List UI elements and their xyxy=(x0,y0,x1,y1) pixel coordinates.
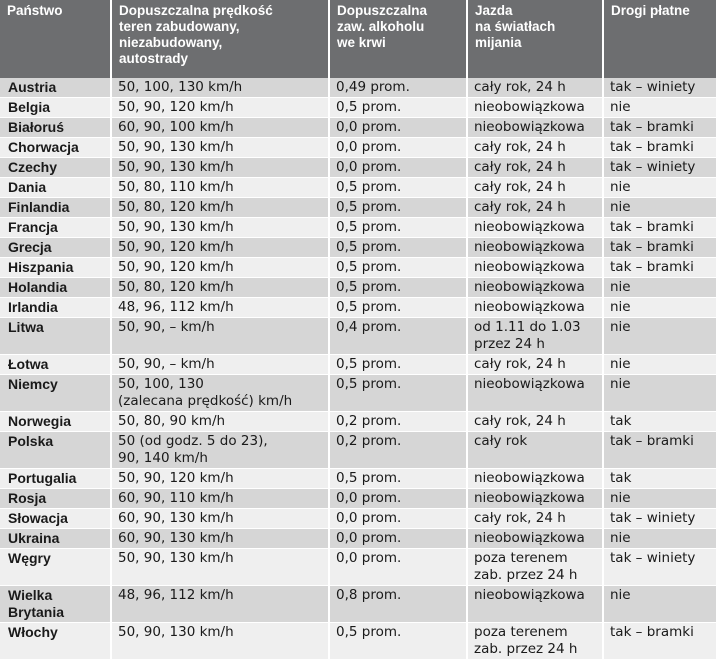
headlights-cell: nieobowiązkowa xyxy=(467,98,603,118)
country-cell: Węgry xyxy=(0,549,111,586)
toll-roads-cell: tak – bramki xyxy=(603,138,716,158)
toll-roads-cell: tak – bramki xyxy=(603,258,716,278)
table-row xyxy=(0,375,716,412)
country-cell: Ukraina xyxy=(0,529,111,549)
speed-limit-cell: 60, 90, 130 km/h xyxy=(111,509,329,529)
toll-roads-cell: tak – winiety xyxy=(603,158,716,178)
table-row xyxy=(0,318,716,355)
alcohol-limit-cell: 0,0 prom. xyxy=(329,549,467,586)
table-row xyxy=(0,258,716,278)
table-row xyxy=(0,529,716,549)
alcohol-limit-cell: 0,5 prom. xyxy=(329,98,467,118)
alcohol-limit-cell: 0,0 prom. xyxy=(329,118,467,138)
table-row xyxy=(0,509,716,529)
alcohol-limit-cell: 0,5 prom. xyxy=(329,298,467,318)
toll-roads-cell: tak xyxy=(603,412,716,432)
header-alcohol-limit: Dopuszczalna zaw. alkoholu we krwi xyxy=(329,0,467,78)
country-cell: Norwegia xyxy=(0,412,111,432)
toll-roads-cell: nie xyxy=(603,318,716,355)
headlights-cell: cały rok, 24 h xyxy=(467,412,603,432)
alcohol-limit-cell: 0,0 prom. xyxy=(329,138,467,158)
country-cell: Czechy xyxy=(0,158,111,178)
table-row xyxy=(0,138,716,158)
speed-limit-cell: 60, 90, 100 km/h xyxy=(111,118,329,138)
country-cell: Rosja xyxy=(0,489,111,509)
speed-limit-cell: 50, 100, 130 (zalecana prędkość) km/h xyxy=(111,375,329,412)
alcohol-limit-cell: 0,0 prom. xyxy=(329,509,467,529)
headlights-cell: cały rok, 24 h xyxy=(467,138,603,158)
speed-limit-cell: 50, 90, 130 km/h xyxy=(111,549,329,586)
speed-limit-cell: 50, 90, 120 km/h xyxy=(111,258,329,278)
country-cell: Białoruś xyxy=(0,118,111,138)
table-row xyxy=(0,298,716,318)
speed-limit-cell: 50 (od godz. 5 do 23), 90, 140 km/h xyxy=(111,432,329,469)
headlights-cell: cały rok, 24 h xyxy=(467,198,603,218)
toll-roads-cell: nie xyxy=(603,375,716,412)
speed-limit-cell: 50, 100, 130 km/h xyxy=(111,78,329,98)
country-cell: Chorwacja xyxy=(0,138,111,158)
alcohol-limit-cell: 0,5 prom. xyxy=(329,623,467,660)
header-country: Państwo xyxy=(0,0,111,78)
table-row xyxy=(0,218,716,238)
toll-roads-cell: nie xyxy=(603,178,716,198)
toll-roads-cell: nie xyxy=(603,586,716,623)
table-row xyxy=(0,198,716,218)
speed-limit-cell: 50, 90, – km/h xyxy=(111,355,329,375)
country-cell: Słowacja xyxy=(0,509,111,529)
toll-roads-cell: tak – winiety xyxy=(603,509,716,529)
toll-roads-cell: nie xyxy=(603,298,716,318)
speed-limit-cell: 50, 80, 120 km/h xyxy=(111,198,329,218)
header-speed-limit: Dopuszczalna prędkość teren zabudowany, niezabudowany, autostrady xyxy=(111,0,329,78)
speed-limit-cell: 50, 90, – km/h xyxy=(111,318,329,355)
speed-limit-cell: 50, 90, 120 km/h xyxy=(111,98,329,118)
headlights-cell: poza terenem zab. przez 24 h xyxy=(467,549,603,586)
toll-roads-cell: nie xyxy=(603,355,716,375)
toll-roads-cell: nie xyxy=(603,529,716,549)
headlights-cell: cały rok xyxy=(467,432,603,469)
speed-limit-cell: 50, 80, 90 km/h xyxy=(111,412,329,432)
headlights-cell: poza terenem zab. przez 24 h xyxy=(467,623,603,660)
toll-roads-cell: nie xyxy=(603,278,716,298)
table-row xyxy=(0,623,716,660)
country-cell: Holandia xyxy=(0,278,111,298)
alcohol-limit-cell: 0,0 prom. xyxy=(329,529,467,549)
table-row xyxy=(0,412,716,432)
headlights-cell: cały rok, 24 h xyxy=(467,178,603,198)
table-row xyxy=(0,355,716,375)
speed-limit-cell: 50, 90, 130 km/h xyxy=(111,138,329,158)
toll-roads-cell: tak xyxy=(603,469,716,489)
alcohol-limit-cell: 0,4 prom. xyxy=(329,318,467,355)
alcohol-limit-cell: 0,8 prom. xyxy=(329,586,467,623)
table-row xyxy=(0,118,716,138)
table-row xyxy=(0,278,716,298)
country-cell: Portugalia xyxy=(0,469,111,489)
country-cell: Dania xyxy=(0,178,111,198)
alcohol-limit-cell: 0,5 prom. xyxy=(329,198,467,218)
headlights-cell: nieobowiązkowa xyxy=(467,258,603,278)
speed-limit-cell: 50, 90, 120 km/h xyxy=(111,238,329,258)
header-row xyxy=(0,0,716,78)
speed-limit-cell: 50, 80, 110 km/h xyxy=(111,178,329,198)
table-row xyxy=(0,158,716,178)
alcohol-limit-cell: 0,5 prom. xyxy=(329,375,467,412)
alcohol-limit-cell: 0,5 prom. xyxy=(329,258,467,278)
country-cell: Łotwa xyxy=(0,355,111,375)
headlights-cell: nieobowiązkowa xyxy=(467,375,603,412)
headlights-cell: nieobowiązkowa xyxy=(467,298,603,318)
toll-roads-cell: tak – bramki xyxy=(603,218,716,238)
headlights-cell: nieobowiązkowa xyxy=(467,278,603,298)
speed-limit-cell: 50, 90, 130 km/h xyxy=(111,218,329,238)
speed-limit-cell: 50, 90, 120 km/h xyxy=(111,469,329,489)
alcohol-limit-cell: 0,0 prom. xyxy=(329,489,467,509)
headlights-cell: cały rok, 24 h xyxy=(467,355,603,375)
alcohol-limit-cell: 0,49 prom. xyxy=(329,78,467,98)
table-row xyxy=(0,549,716,586)
headlights-cell: cały rok, 24 h xyxy=(467,509,603,529)
country-cell: Irlandia xyxy=(0,298,111,318)
alcohol-limit-cell: 0,0 prom. xyxy=(329,158,467,178)
speed-limit-cell: 48, 96, 112 km/h xyxy=(111,586,329,623)
table-row xyxy=(0,432,716,469)
headlights-cell: nieobowiązkowa xyxy=(467,586,603,623)
speed-limit-cell: 50, 90, 130 km/h xyxy=(111,623,329,660)
country-cell: Hiszpania xyxy=(0,258,111,278)
speed-limit-cell: 60, 90, 110 km/h xyxy=(111,489,329,509)
speed-limit-cell: 60, 90, 130 km/h xyxy=(111,529,329,549)
headlights-cell: cały rok, 24 h xyxy=(467,78,603,98)
table-row xyxy=(0,238,716,258)
table-row xyxy=(0,78,716,98)
alcohol-limit-cell: 0,2 prom. xyxy=(329,412,467,432)
country-cell: Niemcy xyxy=(0,375,111,412)
header-toll-roads: Drogi płatne xyxy=(603,0,716,78)
toll-roads-cell: tak – bramki xyxy=(603,118,716,138)
headlights-cell: od 1.11 do 1.03 przez 24 h xyxy=(467,318,603,355)
toll-roads-cell: nie xyxy=(603,198,716,218)
country-cell: Austria xyxy=(0,78,111,98)
table-row xyxy=(0,469,716,489)
toll-roads-cell: nie xyxy=(603,98,716,118)
toll-roads-cell: tak – bramki xyxy=(603,238,716,258)
country-cell: Litwa xyxy=(0,318,111,355)
alcohol-limit-cell: 0,5 prom. xyxy=(329,218,467,238)
header-headlights: Jazda na światłach mijania xyxy=(467,0,603,78)
toll-roads-cell: nie xyxy=(603,489,716,509)
toll-roads-cell: tak – bramki xyxy=(603,623,716,660)
table-row xyxy=(0,178,716,198)
table-row xyxy=(0,586,716,623)
speed-limit-cell: 50, 90, 130 km/h xyxy=(111,158,329,178)
alcohol-limit-cell: 0,5 prom. xyxy=(329,178,467,198)
alcohol-limit-cell: 0,5 prom. xyxy=(329,469,467,489)
headlights-cell: nieobowiązkowa xyxy=(467,489,603,509)
table-row xyxy=(0,98,716,118)
speed-limit-cell: 50, 80, 120 km/h xyxy=(111,278,329,298)
country-cell: Wielka Brytania xyxy=(0,586,111,623)
headlights-cell: nieobowiązkowa xyxy=(467,118,603,138)
table-body xyxy=(0,78,716,660)
country-cell: Finlandia xyxy=(0,198,111,218)
speed-limit-cell: 48, 96, 112 km/h xyxy=(111,298,329,318)
headlights-cell: cały rok, 24 h xyxy=(467,158,603,178)
country-cell: Francja xyxy=(0,218,111,238)
headlights-cell: nieobowiązkowa xyxy=(467,469,603,489)
alcohol-limit-cell: 0,5 prom. xyxy=(329,355,467,375)
headlights-cell: nieobowiązkowa xyxy=(467,238,603,258)
alcohol-limit-cell: 0,5 prom. xyxy=(329,278,467,298)
table-row xyxy=(0,489,716,509)
alcohol-limit-cell: 0,2 prom. xyxy=(329,432,467,469)
country-cell: Włochy xyxy=(0,623,111,660)
country-cell: Polska xyxy=(0,432,111,469)
toll-roads-cell: tak – winiety xyxy=(603,549,716,586)
headlights-cell: nieobowiązkowa xyxy=(467,218,603,238)
toll-roads-cell: tak – bramki xyxy=(603,432,716,469)
country-cell: Belgia xyxy=(0,98,111,118)
toll-roads-cell: tak – winiety xyxy=(603,78,716,98)
alcohol-limit-cell: 0,5 prom. xyxy=(329,238,467,258)
country-cell: Grecja xyxy=(0,238,111,258)
headlights-cell: nieobowiązkowa xyxy=(467,529,603,549)
